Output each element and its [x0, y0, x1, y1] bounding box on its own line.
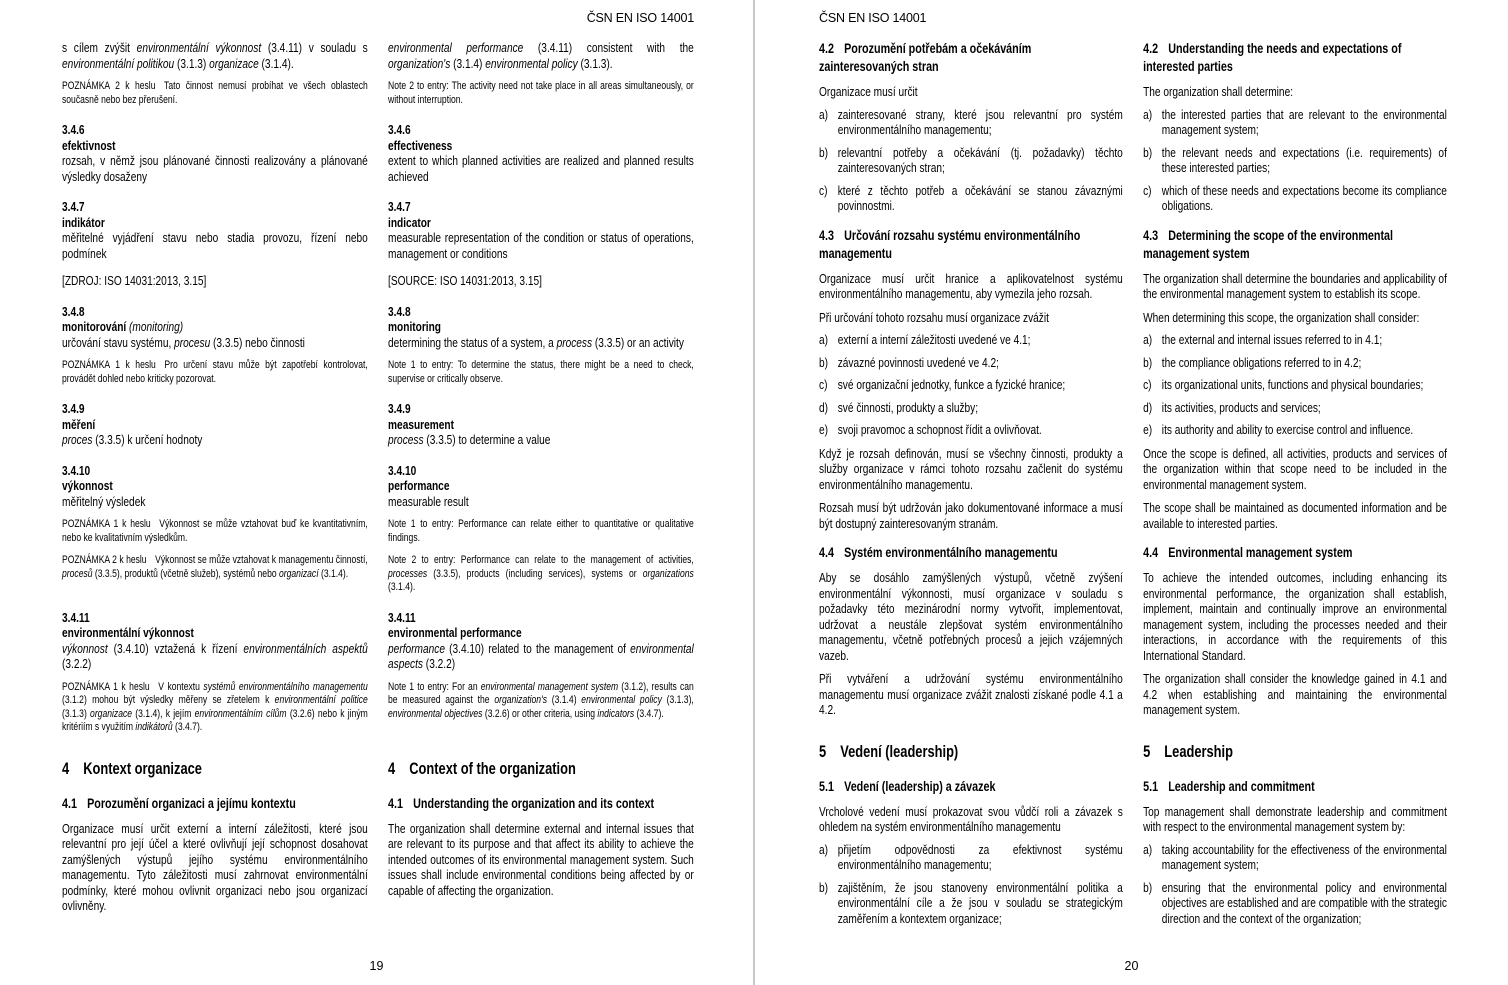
column-cell-cz	[62, 813, 368, 914]
list-marker: d)	[819, 399, 829, 415]
paragraph: Při určování tohoto rozsahu musí organizace zvážit	[819, 309, 1049, 325]
term-number: 3.4.8	[388, 303, 411, 319]
list-item	[819, 332, 1123, 348]
column-cell-cz	[62, 350, 368, 386]
list-item	[1143, 842, 1447, 873]
column-cell-en	[1143, 415, 1447, 438]
term-number: 3.4.11	[62, 609, 90, 625]
term-definition: měřitelný výsledek	[62, 493, 146, 509]
clause-number: 5.1	[1143, 778, 1159, 794]
term-definition: determining the status of a system, a process (3.3.5) or an activity	[388, 334, 684, 350]
paragraph: [SOURCE: ISO 14031:2013, 3.15]	[388, 273, 542, 288]
list-marker: c)	[819, 182, 828, 198]
column-cell-en	[1143, 796, 1447, 835]
subclause-heading: 4.3 Determining the scope of the environmental management system	[1143, 227, 1394, 261]
clause-heading: 5 Leadership	[1143, 742, 1233, 761]
paragraph: Aby se dosáhlo zamýšlených výstupů, včetně zvýšení environmentální výkonnosti, musí organizace v souladu s požadavky této mezinárodní normy vytvořit, implementovat, udržovat a neustále zlepšovat systém environmentálního managementu, včetně potřebných procesů a jejich vzájemných vazeb.	[819, 570, 1123, 663]
paragraph: Organizace musí určit	[819, 84, 918, 99]
list-item-text: své činnosti, produkty a služby;	[837, 399, 979, 415]
column-cell-cz	[62, 672, 368, 735]
list-item-text: its authority and ability to exercise control and influence.	[1161, 422, 1414, 437]
column-cell-cz	[819, 796, 1123, 835]
term-title: indicator	[388, 214, 431, 230]
note: Note 1 to entry: Performance can relate either to quantitative or qualitative findings.	[388, 518, 694, 544]
column-cell-cz	[62, 71, 368, 107]
list-marker: b)	[1143, 354, 1153, 370]
term-definition: extent to which planned activities are realized and planned results achieved	[388, 153, 694, 184]
list-item-text: the interested parties that are relevant to the environmental management system;	[1161, 106, 1447, 137]
term-title: měření	[62, 416, 96, 432]
list-item-text: relevantní potřeby a očekávání (tj. požadavky) těchto zainteresovaných stran;	[837, 144, 1123, 175]
clause-number: 4.3	[1143, 227, 1159, 243]
column-cell-cz	[819, 263, 1123, 302]
term-entry	[62, 401, 368, 448]
list-item	[1143, 107, 1447, 138]
column-cell-en	[388, 782, 694, 813]
list-item	[819, 400, 1123, 416]
paragraph: Once the scope is defined, all activities, products and services of the organization within that scope need to be included in the environmental management system.	[1143, 445, 1447, 492]
column-cell-en	[1143, 835, 1447, 873]
term-definition: rozsah, v němž jsou plánované činnosti realizovány a plánované výsledky dosaženy	[62, 153, 368, 184]
subclause-heading: 5.1 Leadership and commitment	[1143, 778, 1315, 794]
note: Note 1 to entry: For an environmental management system (3.1.2), results can be measured against the organization's (3.1.4) environmental policy (3.1.3), environmental objectives (3.2.6) or other criteria, using indicators (3.4.7).	[388, 680, 694, 720]
column-cell-en	[1143, 325, 1447, 348]
bilingual-grid	[819, 40, 1447, 926]
paragraph: The organization shall determine the boundaries and applicability of the environmental management system to establish its scope.	[1143, 270, 1447, 301]
column-cell-cz	[819, 138, 1123, 176]
list-item-text: které z těchto potřeb a očekávání se stanou závaznými povinnostmi.	[837, 182, 1123, 213]
column-cell-cz	[819, 415, 1123, 438]
column-cell-en	[388, 545, 694, 595]
list-item	[1143, 422, 1447, 438]
column-cell-en	[1143, 873, 1447, 927]
paragraph: The scope shall be maintained as documented information and be available to interested parties.	[1143, 500, 1447, 531]
column-cell-cz	[819, 562, 1123, 663]
list-item-text: přijetím odpovědnosti za efektivnost systému environmentálního managementu;	[837, 841, 1123, 872]
column-cell-cz	[819, 531, 1123, 562]
list-marker: e)	[819, 422, 829, 437]
subclause-heading: 4.1 Understanding the organization and its context	[388, 795, 655, 811]
column-cell-cz	[819, 325, 1123, 348]
paragraph: environmental performance (3.4.11) consistent with the organization's (3.1.4) environmental policy (3.1.3).	[388, 40, 694, 71]
text-scale-wrapper	[62, 40, 694, 914]
column-cell-en	[1143, 100, 1447, 138]
paragraph: Vrcholové vedení musí prokazovat svou vůdčí roli a závazek s ohledem na systém environmentálního managementu	[819, 803, 1123, 834]
list-marker: d)	[1143, 399, 1153, 415]
column-cell-cz	[62, 261, 368, 289]
clause-number: 5	[819, 742, 827, 761]
term-definition: měřitelné vyjádření stavu nebo stadia provozu, řízení nebo podmínek	[62, 230, 368, 261]
page-number: 20	[1124, 959, 1139, 973]
column-cell-en	[1143, 302, 1447, 326]
term-definition: performance (3.4.10) related to the management of environmental aspects (3.2.2)	[388, 640, 694, 671]
term-definition: measurable representation of the condition or status of operations, management or conditions	[388, 230, 694, 261]
column-cell-cz	[819, 100, 1123, 138]
clause-number: 5.1	[819, 778, 834, 794]
paragraph: Když je rozsah definován, musí se všechny činnosti, produkty a služby organizace v rámci tohoto rozsahu začlenit do systému environmentálního managementu.	[819, 445, 1123, 492]
column-cell-en	[388, 40, 694, 71]
column-cell-cz	[62, 289, 368, 351]
column-cell-cz	[819, 76, 1123, 100]
column-cell-cz	[819, 176, 1123, 214]
list-item	[819, 842, 1123, 873]
list-marker: a)	[819, 106, 829, 122]
list-marker: a)	[1143, 332, 1153, 347]
term-entry	[388, 610, 694, 672]
term-entry	[62, 463, 368, 510]
column-cell-cz	[819, 438, 1123, 493]
list-marker: c)	[1143, 182, 1152, 198]
term-title: performance	[388, 478, 450, 493]
column-cell-en	[388, 672, 694, 735]
list-item-text: svoji pravomoc a schopnost řídit a ovlivňovat.	[837, 422, 1042, 437]
term-number: 3.4.9	[62, 401, 85, 416]
clause-heading: 5 Vedení (leadership)	[819, 742, 959, 761]
subclause-heading: 4.2 Porozumění potřebám a očekáváním zainteresovaných stran	[819, 41, 1032, 74]
term-title: measurement	[388, 416, 454, 432]
column-cell-cz	[819, 40, 1123, 76]
list-item-text: the relevant needs and expectations (i.e. requirements) of these interested parties;	[1161, 144, 1447, 175]
term-title: efektivnost	[62, 137, 116, 153]
column-cell-en	[1143, 438, 1447, 493]
column-cell-cz	[62, 782, 368, 813]
list-marker: c)	[1143, 377, 1152, 392]
column-cell-en	[1143, 562, 1447, 663]
list-item-text: externí a interní záležitosti uvedené ve 4.1;	[837, 332, 1031, 347]
paragraph: When determining this scope, the organization shall consider:	[1143, 309, 1420, 325]
clause-number: 4.4	[819, 545, 834, 560]
paragraph: The organization shall consider the knowledge gained in 4.1 and 4.2 when establishing and maintaining the environmental management system.	[1143, 671, 1447, 717]
paragraph: Rozsah musí být udržován jako dokumentované informace a musí být dostupný zainteresovaným stranám.	[819, 500, 1123, 531]
page-number: 19	[369, 959, 384, 973]
term-title: monitorování (monitoring)	[62, 319, 184, 334]
subclause-heading: 4.4 Environmental management system	[1143, 545, 1353, 560]
column-cell-en	[1143, 531, 1447, 562]
column-cell-cz	[819, 663, 1123, 718]
list-marker: a)	[819, 841, 829, 857]
term-number: 3.4.11	[388, 609, 416, 625]
column-cell-en	[1143, 393, 1447, 416]
column-cell-en	[388, 107, 694, 184]
column-cell-en	[388, 509, 694, 545]
list-item-text: taking accountability for the effectiveness of the environmental management system;	[1161, 841, 1447, 872]
list-item	[819, 145, 1123, 176]
column-cell-en	[1143, 492, 1447, 531]
column-cell-en	[1143, 765, 1447, 796]
running-header: ČSN EN ISO 14001	[586, 11, 694, 25]
column-cell-cz	[62, 545, 368, 595]
clause-number: 4.3	[819, 227, 834, 243]
term-title: environmental performance	[388, 625, 522, 640]
subclause-heading: 4.1 Porozumění organizaci a jejímu kontextu	[62, 795, 296, 811]
term-number: 3.4.7	[62, 199, 85, 214]
column-cell-cz	[819, 765, 1123, 796]
clause-number: 4.1	[62, 795, 77, 811]
column-cell-cz	[819, 214, 1123, 263]
page-20	[755, 0, 1508, 985]
list-marker: b)	[819, 879, 829, 895]
subclause-heading: 4.3 Určování rozsahu systému environmentálního managementu	[819, 227, 1081, 261]
column-cell-en	[1143, 214, 1447, 263]
column-cell-cz	[819, 370, 1123, 393]
list-item	[1143, 145, 1447, 176]
note: POZNÁMKA 1 k heslu V kontextu systémů environmentálního managementu (3.1.2) mohou být výsledky měřeny se zřetelem k environmentální politice (3.1.3) organizace (3.1.4), k jejím environmentálním cílům (3.2.6) nebo k jiným kritériím s využitím indikátorů (3.4.7).	[62, 680, 368, 733]
term-title: environmentální výkonnost	[62, 625, 194, 640]
list-item	[1143, 332, 1447, 348]
column-cell-en	[1143, 663, 1447, 718]
paragraph: Při vytváření a udržování systému environmentálního managementu musí organizace zvážit znalosti získané podle 4.1 a 4.2.	[819, 671, 1123, 717]
note: POZNÁMKA 2 k heslu Výkonnost se může vztahovat k managementu činností, procesů (3.3.5), produktů (včetně služeb), systémů nebo organizací (3.1.4).	[62, 554, 368, 580]
list-item	[1143, 400, 1447, 416]
subclause-heading: 4.4 Systém environmentálního managementu	[819, 545, 1058, 560]
column-cell-en	[388, 184, 694, 261]
term-definition: proces (3.3.5) k určení hodnoty	[62, 432, 203, 447]
clause-number: 4.2	[819, 41, 834, 56]
list-item	[1143, 183, 1447, 214]
note: POZNÁMKA 1 k heslu Pro určení stavu může být zapotřebí kontrolovat, provádět dohled nebo kriticky pozorovat.	[62, 359, 368, 385]
term-entry	[62, 122, 368, 184]
column-cell-en	[388, 71, 694, 107]
paragraph: Organizace musí určit externí a interní záležitosti, které jsou relevantní pro její účel a které ovlivňují její schopnost dosahovat zamýšlených výstupů jejího systému environmentálního managementu. Tyto záležitosti musí zahrnovat environmentální podmínky, které mohou ovlivnit organizaci nebo jsou organizací ovlivněny.	[62, 820, 368, 913]
column-cell-cz	[819, 492, 1123, 531]
column-cell-cz	[62, 509, 368, 545]
list-item-text: the compliance obligations referred to in 4.2;	[1161, 354, 1362, 370]
list-item	[819, 107, 1123, 138]
column-cell-en	[388, 350, 694, 386]
list-item	[1143, 880, 1447, 927]
paragraph: Top management shall demonstrate leadership and commitment with respect to the environmental management system by:	[1143, 803, 1447, 834]
column-cell-cz	[62, 184, 368, 261]
list-marker: b)	[1143, 879, 1153, 895]
column-cell-cz	[62, 40, 368, 71]
term-title: effectiveness	[388, 137, 453, 153]
clause-heading: 4 Kontext organizace	[62, 759, 202, 778]
paragraph: [ZDROJ: ISO 14031:2013, 3.15]	[62, 273, 207, 288]
list-item-text: its organizational units, functions and physical boundaries;	[1161, 377, 1424, 392]
list-marker: c)	[819, 377, 828, 392]
column-cell-cz	[62, 448, 368, 510]
term-entry	[388, 304, 694, 351]
page-20-content	[755, 10, 1508, 926]
list-item-text: zainteresované strany, které jsou relevantní pro systém environmentálního managementu;	[837, 106, 1123, 137]
column-cell-en	[1143, 76, 1447, 100]
term-entry	[62, 610, 368, 672]
list-item	[819, 183, 1123, 214]
column-cell-cz	[819, 302, 1123, 326]
note: Note 2 to entry: Performance can relate to the management of activities, processes (3.3.5), products (including services), systems or organizations (3.1.4).	[388, 554, 694, 593]
column-cell-en	[1143, 348, 1447, 371]
list-marker: b)	[819, 354, 829, 370]
column-cell-en	[388, 813, 694, 914]
page-19-content	[0, 10, 753, 914]
term-number: 3.4.8	[62, 303, 85, 319]
list-item	[1143, 355, 1447, 371]
column-cell-en	[1143, 40, 1447, 76]
clause-number: 4.4	[1143, 545, 1159, 560]
column-cell-cz	[819, 718, 1123, 765]
column-cell-cz	[819, 393, 1123, 416]
term-title: indikátor	[62, 214, 105, 230]
term-title: monitoring	[388, 319, 441, 334]
list-marker: b)	[1143, 144, 1153, 160]
term-entry	[388, 401, 694, 448]
term-definition: measurable result	[388, 493, 469, 509]
term-entry	[62, 199, 368, 261]
list-item	[819, 880, 1123, 927]
subclause-heading: 4.2 Understanding the needs and expectations of interested parties	[1143, 41, 1402, 74]
list-marker: e)	[1143, 422, 1153, 437]
list-marker: a)	[1143, 106, 1153, 122]
list-marker: a)	[1143, 841, 1153, 857]
paragraph: To achieve the intended outcomes, including enhancing its environmental performance, the organization shall establish, implement, maintain and continually improve an environmental management system, including the processes needed and their interactions, in accordance with the requirements of this International Standard.	[1143, 570, 1447, 663]
paragraph: The organization shall determine:	[1143, 84, 1294, 99]
term-number: 3.4.6	[62, 122, 85, 137]
clause-number: 5	[1143, 742, 1151, 761]
text-scale-wrapper	[819, 40, 1447, 926]
term-definition: určování stavu systému, procesu (3.3.5) nebo činnosti	[62, 334, 305, 350]
column-cell-cz	[62, 107, 368, 184]
page-19	[0, 0, 753, 985]
column-cell-cz	[62, 595, 368, 672]
clause-number: 4	[62, 759, 70, 778]
column-cell-en	[388, 595, 694, 672]
column-cell-en	[1143, 718, 1447, 765]
paragraph: s cílem zvýšit environmentální výkonnost (3.4.11) v souladu s environmentální politikou (3.1.3) organizace (3.1.4).	[62, 40, 368, 71]
list-item-text: its activities, products and services;	[1161, 399, 1321, 415]
list-item-text: ensuring that the environmental policy and environmental objectives are established and are compatible with the strategic direction and the context of the organization;	[1161, 879, 1447, 926]
column-cell-cz	[62, 735, 368, 782]
paragraph: Organizace musí určit hranice a aplikovatelnost systému environmentálního managementu, aby vymezila jeho rozsah.	[819, 270, 1123, 301]
list-item	[819, 422, 1123, 438]
subclause-heading: 5.1 Vedení (leadership) a závazek	[819, 778, 996, 794]
term-entry	[388, 122, 694, 184]
term-definition: process (3.3.5) to determine a value	[388, 432, 551, 447]
column-cell-en	[388, 448, 694, 510]
running-header: ČSN EN ISO 14001	[819, 11, 927, 25]
term-number: 3.4.6	[388, 122, 411, 137]
note: Note 2 to entry: The activity need not take place in all areas simultaneously, or without interruption.	[388, 80, 694, 106]
term-definition: výkonnost (3.4.10) vztažená k řízení environmentálních aspektů (3.2.2)	[62, 640, 368, 671]
clause-number: 4.2	[1143, 41, 1159, 56]
column-cell-en	[388, 386, 694, 448]
term-number: 3.4.7	[388, 199, 411, 214]
term-entry	[388, 463, 694, 510]
column-cell-en	[1143, 263, 1447, 302]
bilingual-grid	[62, 40, 694, 914]
note: Note 1 to entry: To determine the status, there might be a need to check, supervise or critically observe.	[388, 359, 694, 385]
column-cell-cz	[819, 873, 1123, 927]
list-marker: b)	[819, 144, 829, 160]
column-cell-cz	[819, 348, 1123, 371]
clause-number: 4.1	[388, 795, 404, 811]
note: POZNÁMKA 2 k heslu Tato činnost nemusí probíhat ve všech oblastech současně nebo bez přerušení.	[62, 80, 368, 106]
list-marker: a)	[819, 332, 829, 347]
list-item-text: závazné povinnosti uvedené ve 4.2;	[837, 354, 999, 370]
list-item-text: své organizační jednotky, funkce a fyzické hranice;	[837, 377, 1066, 392]
term-title: výkonnost	[62, 478, 113, 493]
clause-number: 4	[388, 759, 396, 778]
column-cell-en	[1143, 370, 1447, 393]
term-number: 3.4.9	[388, 401, 411, 416]
list-item	[819, 355, 1123, 371]
column-cell-cz	[819, 835, 1123, 873]
column-cell-en	[1143, 138, 1447, 176]
list-item	[819, 377, 1123, 393]
term-entry	[62, 304, 368, 351]
column-cell-en	[388, 261, 694, 289]
list-item-text: which of these needs and expectations become its compliance obligations.	[1161, 182, 1447, 213]
list-item-text: zajištěním, že jsou stanoveny environmentální politika a environmentální cíle a že jsou v souladu se strategickým zaměřením a kontextem organizace;	[837, 879, 1123, 926]
column-cell-en	[388, 735, 694, 782]
clause-heading: 4 Context of the organization	[388, 759, 576, 778]
list-item	[1143, 377, 1447, 393]
column-cell-en	[388, 289, 694, 351]
term-number: 3.4.10	[388, 462, 417, 478]
paragraph: The organization shall determine external and internal issues that are relevant to its purpose and that affect its ability to achieve the intended outcomes of its environmental management system. Such issues shall include environmental conditions being affected by or capable of affecting the organization.	[388, 820, 694, 898]
column-cell-cz	[62, 386, 368, 448]
column-cell-en	[1143, 176, 1447, 214]
note: POZNÁMKA 1 k heslu Výkonnost se může vztahovat buď ke kvantitativním, nebo ke kvalitativním výsledkům.	[62, 518, 368, 544]
term-number: 3.4.10	[62, 462, 91, 478]
list-item-text: the external and internal issues referred to in 4.1;	[1161, 332, 1383, 347]
term-entry	[388, 199, 694, 261]
